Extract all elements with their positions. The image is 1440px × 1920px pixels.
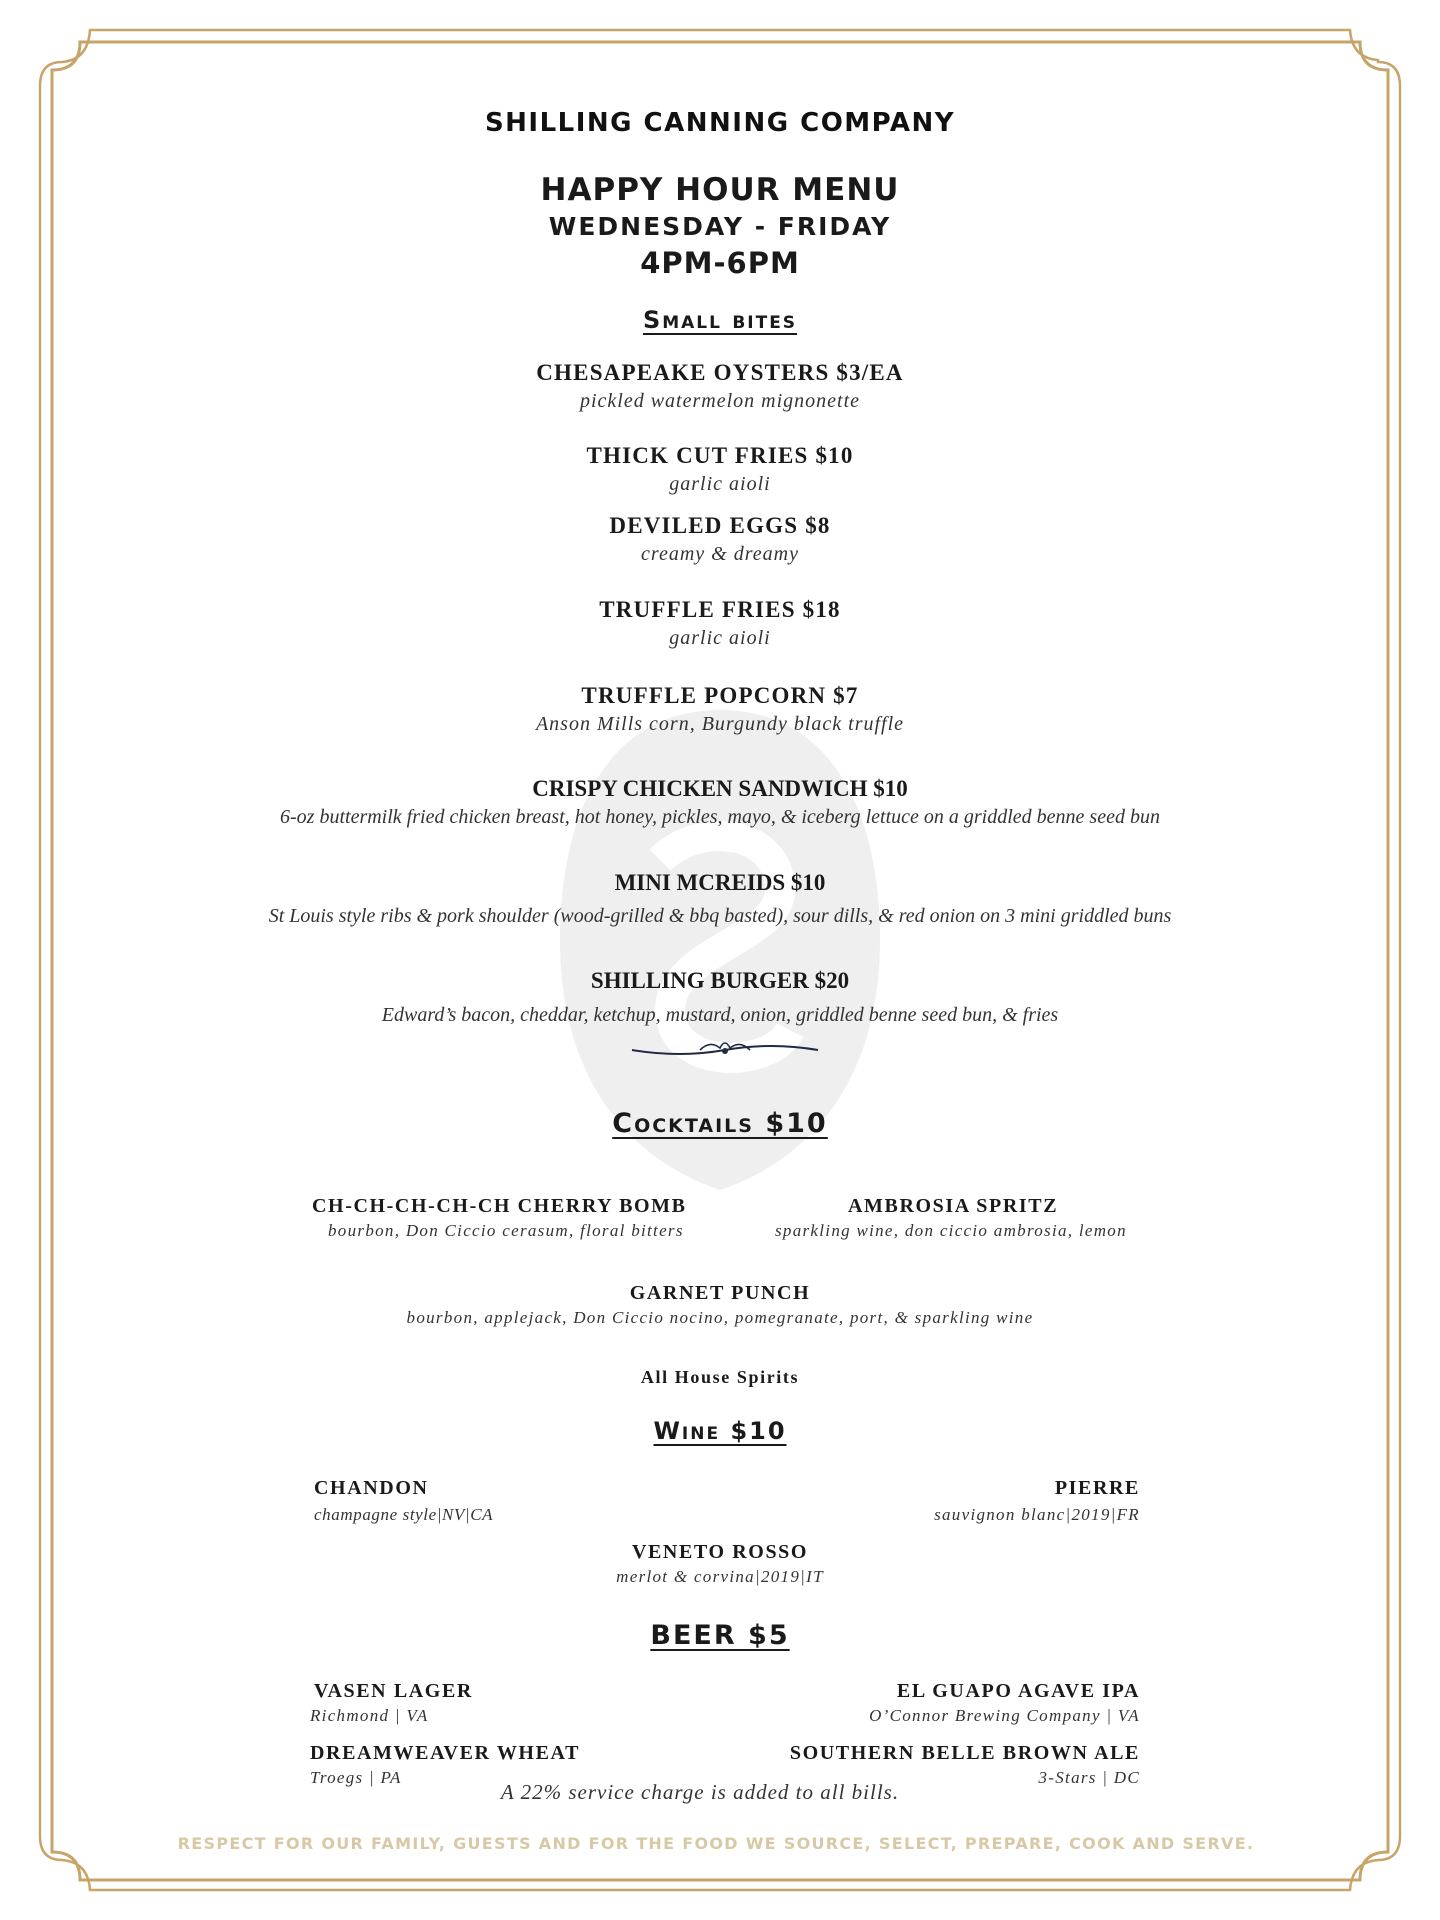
menu-item-desc: Anson Mills corn, Burgundy black truffle [535, 713, 905, 735]
menu-item-name: CHESAPEAKE OYSTERS $3/EA [536, 360, 904, 385]
beer-desc: Troegs | PA [310, 1768, 402, 1787]
beer-name: VASEN LAGER [314, 1680, 473, 1702]
menu-item-desc: garlic aioli [669, 627, 771, 649]
restaurant-name: SHILLING CANNING COMPANY [484, 108, 956, 138]
cocktail-desc: sparkling wine, don ciccio ambrosia, lemon [775, 1221, 1127, 1240]
wine-name: CHANDON [314, 1477, 429, 1499]
cocktail-name: GARNET PUNCH [629, 1282, 811, 1304]
menu-item-desc: Edward’s bacon, cheddar, ketchup, mustard, onion, griddled benne seed bun, & fries [381, 1004, 1059, 1026]
menu-item-name: DEVILED EGGS $8 [609, 513, 831, 538]
wine-desc: sauvignon blanc|2019|FR [934, 1505, 1140, 1524]
section-heading-cocktails: Cocktails $10 [612, 1108, 828, 1139]
cocktail-desc: bourbon, applejack, Don Ciccio nocino, pomegranate, port, & sparkling wine [406, 1308, 1034, 1327]
wine-name: PIERRE [1054, 1477, 1140, 1499]
menu-item-desc: pickled watermelon mignonette [579, 390, 861, 412]
menu-item-name: TRUFFLE FRIES $18 [599, 597, 841, 622]
menu-item-desc: 6-oz buttermilk fried chicken breast, hot honey, pickles, mayo, & iceberg lettuce on a griddled benne seed bun [280, 806, 1160, 828]
beer-desc: O’Connor Brewing Company | VA [869, 1706, 1140, 1725]
beer-desc: 3-Stars | DC [1038, 1768, 1140, 1787]
flourish-divider [630, 1036, 820, 1062]
cocktail-name: AMBROSIA SPRITZ [848, 1195, 1059, 1217]
wine-desc: champagne style|NV|CA [314, 1505, 494, 1524]
wine-name: VENETO ROSSO [631, 1541, 809, 1563]
menu-hours: 4PM-6PM [640, 246, 800, 280]
menu-days: WEDNESDAY - FRIDAY [548, 212, 892, 241]
house-spirits-note: All House Spirits [640, 1367, 800, 1387]
menu-title: HAPPY HOUR MENU [540, 172, 900, 208]
menu-item-desc: St Louis style ribs & pork shoulder (wood-grilled & bbq basted), sour dills, & red onion on 3 mini griddled buns [268, 905, 1172, 927]
beer-name: DREAMWEAVER WHEAT [310, 1742, 581, 1764]
footer-motto: RESPECT FOR OUR FAMILY, GUESTS AND FOR THE FOOD WE SOURCE, SELECT, PREPARE, COOK AND SERVE. [177, 1834, 1255, 1853]
section-heading-small-bites: Small bites [642, 306, 798, 334]
menu-item-name: THICK CUT FRIES $10 [586, 443, 854, 468]
menu-item-desc: garlic aioli [669, 473, 771, 495]
wine-desc: merlot & corvina|2019|IT [616, 1567, 824, 1586]
beer-name: SOUTHERN BELLE BROWN ALE [789, 1742, 1140, 1764]
beer-desc: Richmond | VA [310, 1706, 429, 1725]
cocktail-desc: bourbon, Don Ciccio cerasum, floral bitters [328, 1221, 684, 1240]
menu-item-name: SHILLING BURGER $20 [590, 968, 850, 993]
menu-item-name: MINI MCREIDS $10 [614, 870, 826, 895]
cocktail-name: CH-CH-CH-CH-CH CHERRY BOMB [312, 1195, 687, 1217]
beer-name: EL GUAPO AGAVE IPA [896, 1680, 1140, 1702]
section-heading-beer: BEER $5 [650, 1620, 790, 1651]
menu-item-name: TRUFFLE POPCORN $7 [581, 683, 859, 708]
menu-item-name: CRISPY CHICKEN SANDWICH $10 [532, 776, 908, 801]
service-charge-note: A 22% service charge is added to all bills. [500, 1780, 900, 1804]
section-heading-wine: Wine $10 [653, 1417, 787, 1445]
menu-item-desc: creamy & dreamy [641, 543, 799, 565]
